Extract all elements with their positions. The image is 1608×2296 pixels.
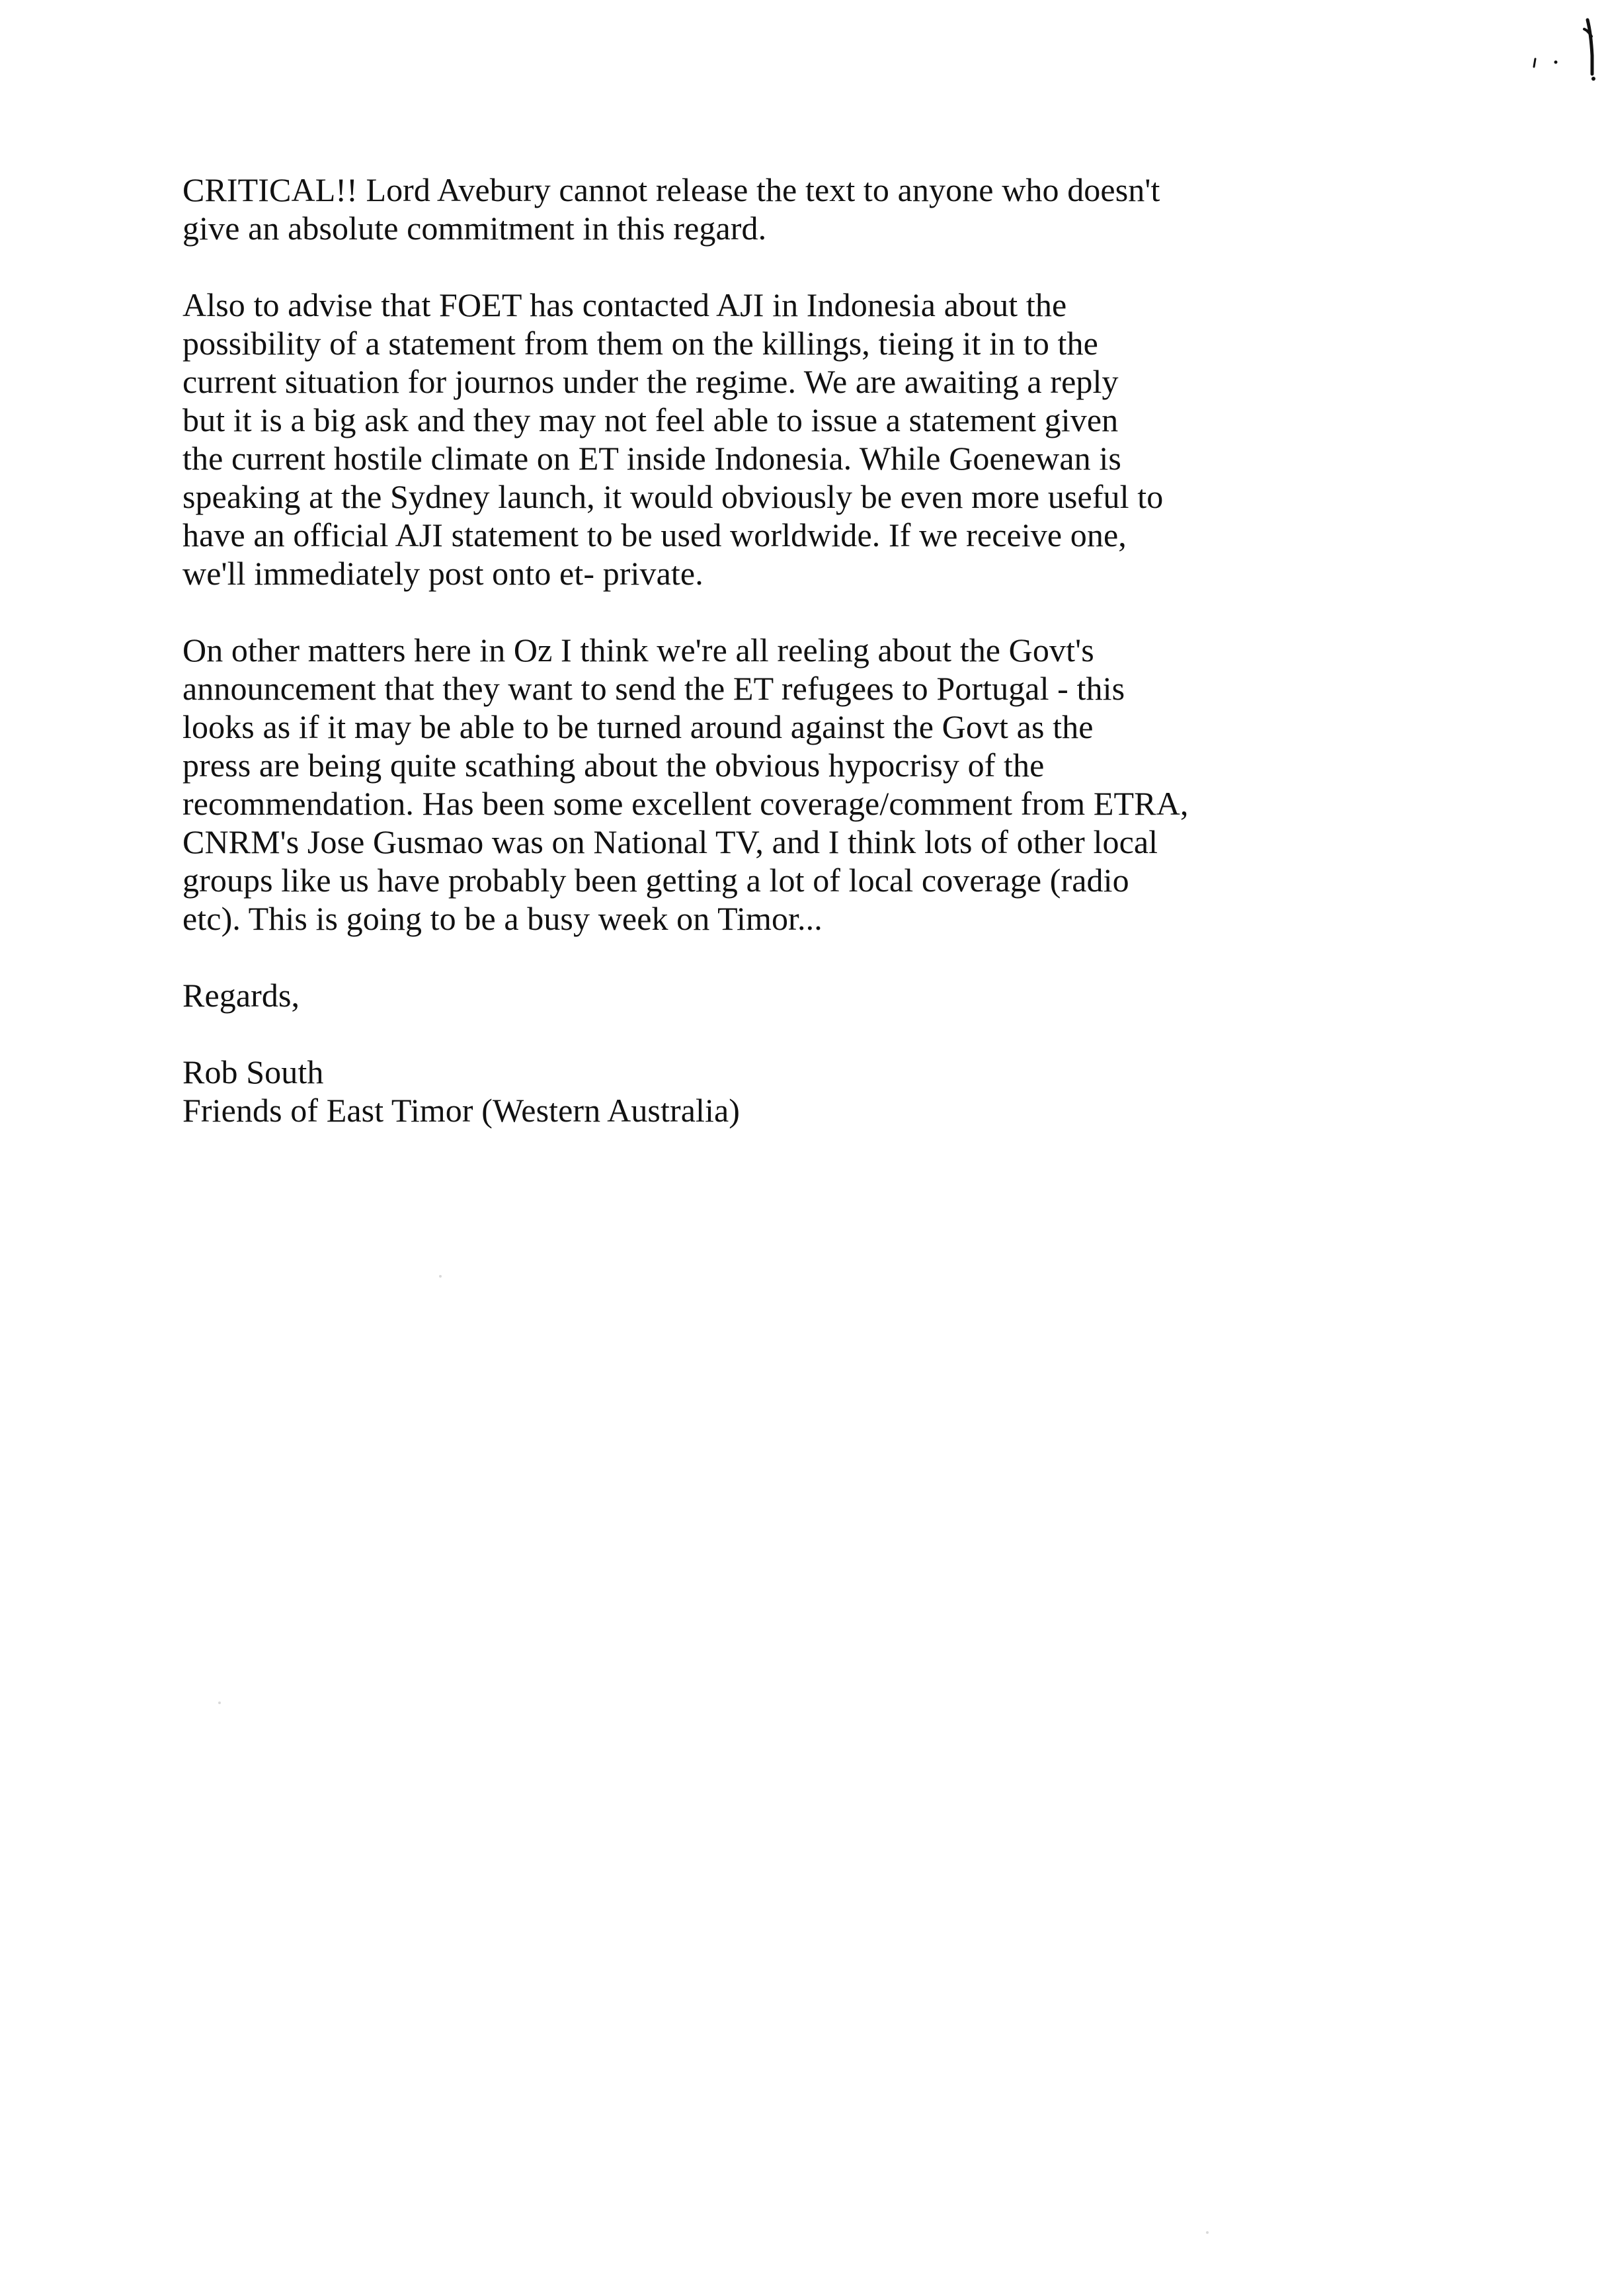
- signature-block: [182, 1053, 1439, 1129]
- scan-speck: [218, 1702, 221, 1704]
- paragraph-spacer: [182, 1014, 1439, 1053]
- closing-salutation: Regards,: [182, 977, 300, 1014]
- text-line: give an absolute commitment in this regard.: [182, 210, 767, 247]
- text-line: announcement that they want to send the ET refugees to Portugal - this: [182, 670, 1125, 707]
- paragraph-3: [182, 631, 1439, 938]
- signature-organization: Friends of East Timor (Western Australia): [182, 1092, 741, 1129]
- text-line: etc). This is going to be a busy week on Timor...: [182, 900, 823, 937]
- text-line: have an official AJI statement to be used worldwide. If we receive one,: [182, 516, 1127, 554]
- paragraph-spacer: [182, 593, 1439, 631]
- text-line: speaking at the Sydney launch, it would obviously be even more useful to: [182, 478, 1164, 515]
- text-line: the current hostile climate on ET inside Indonesia. While Goenewan is: [182, 440, 1121, 477]
- text-line: we'll immediately post onto et- private.: [182, 555, 704, 592]
- handwritten-corner-mark: [1456, 15, 1601, 87]
- text-line: CRITICAL!! Lord Avebury cannot release the text to anyone who doesn't: [182, 171, 1160, 208]
- text-line: press are being quite scathing about the obvious hypocrisy of the: [182, 747, 1045, 784]
- paragraph-2: [182, 286, 1439, 593]
- text-line: possibility of a statement from them on the killings, tieing it in to the: [182, 325, 1098, 362]
- text-line: On other matters here in Oz I think we're all reeling about the Govt's: [182, 632, 1094, 669]
- text-line: Also to advise that FOET has contacted AJI in Indonesia about the: [182, 286, 1067, 323]
- paragraph-spacer: [182, 938, 1439, 976]
- text-line: looks as if it may be able to be turned around against the Govt as the: [182, 708, 1094, 745]
- scan-speck: [439, 1275, 442, 1278]
- text-line: recommendation. Has been some excellent coverage/comment from ETRA,: [182, 785, 1189, 822]
- paragraph-1: [182, 171, 1439, 247]
- text-line: current situation for journos under the regime. We are awaiting a reply: [182, 363, 1119, 400]
- text-line: CNRM's Jose Gusmao was on National TV, and I think lots of other local: [182, 823, 1158, 860]
- signature-name: Rob South: [182, 1053, 324, 1090]
- letter-body: [182, 171, 1439, 1129]
- paragraph-spacer: [182, 247, 1439, 286]
- scan-speck: [1206, 2231, 1209, 2234]
- text-line: but it is a big ask and they may not feel able to issue a statement given: [182, 401, 1119, 438]
- text-line: groups like us have probably been getting a lot of local coverage (radio: [182, 862, 1129, 899]
